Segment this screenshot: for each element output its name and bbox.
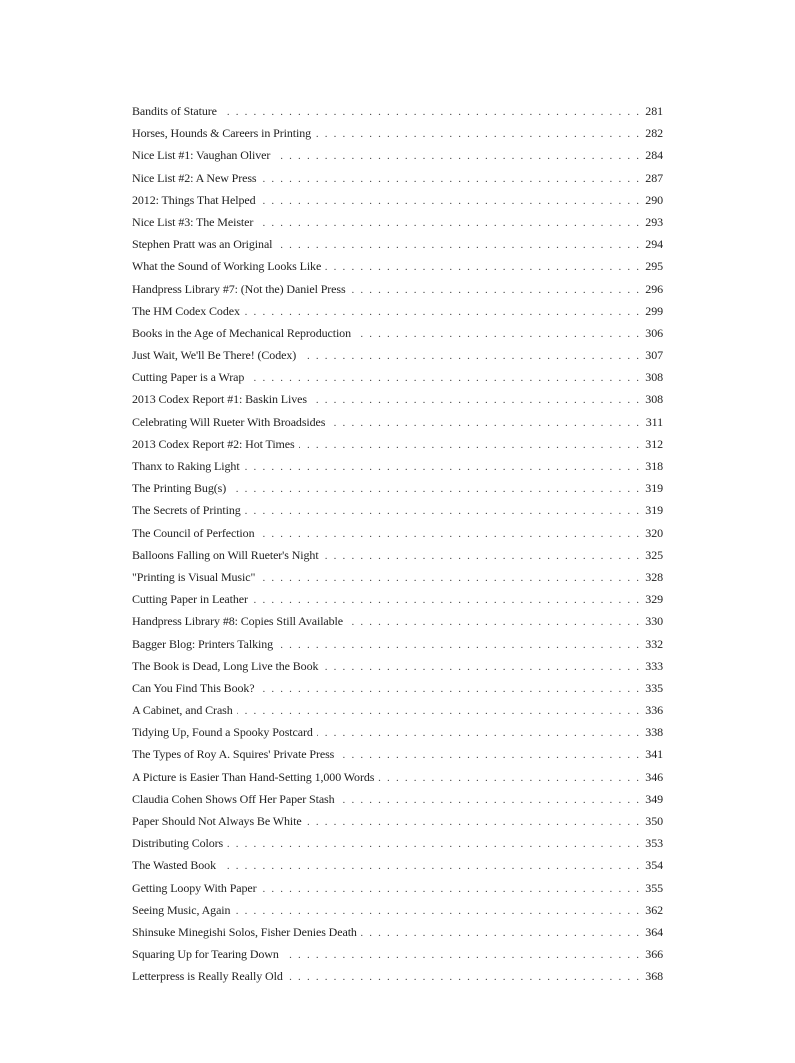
toc-entry	[132, 477, 663, 499]
toc-entry-title: Nice List #1: Vaughan Oliver	[132, 148, 271, 163]
toc-entry-title: Cutting Paper in Leather	[132, 592, 248, 607]
dot-leader	[248, 367, 639, 389]
toc-entry	[132, 699, 663, 721]
dot-leader	[276, 234, 639, 256]
toc-entry-title: Bagger Blog: Printers Talking	[132, 636, 274, 651]
toc-entry-title: The Types of Roy A. Squires' Private Press	[132, 747, 335, 762]
toc-entry-page-number: 319	[645, 481, 663, 496]
toc-entry-page-number: 307	[645, 348, 663, 363]
toc-entry	[132, 633, 663, 655]
dot-leader	[311, 389, 639, 411]
toc-entry-page-number: 368	[645, 969, 663, 984]
toc-entry-title: Can You Find This Book?	[132, 680, 255, 695]
dot-leader	[325, 256, 639, 278]
dot-leader	[230, 478, 639, 500]
toc-entry	[132, 899, 663, 921]
toc-entry-page-number: 346	[645, 769, 663, 784]
toc-entry-page-number: 366	[645, 947, 663, 962]
toc-entry-title: 2013 Codex Report #1: Baskin Lives	[132, 392, 307, 407]
dot-leader	[252, 589, 639, 611]
dot-leader	[323, 545, 639, 567]
toc-entry	[132, 655, 663, 677]
dot-leader	[274, 145, 639, 167]
dot-leader	[244, 301, 639, 323]
toc-entry-title: The Wasted Book	[132, 858, 216, 873]
toc-entry	[132, 300, 663, 322]
dot-leader	[259, 678, 639, 700]
toc-entry-page-number: 319	[645, 503, 663, 518]
dot-leader	[234, 900, 639, 922]
toc-entry	[132, 766, 663, 788]
toc-entry-title: Bandits of Stature	[132, 104, 217, 118]
dot-leader	[361, 922, 639, 944]
toc-entry-title: Paper Should Not Always Be White	[132, 814, 302, 828]
toc-entry-page-number: 293	[645, 214, 663, 229]
dot-leader	[317, 722, 639, 744]
toc-entry-title: Nice List #3: The Meister	[132, 214, 254, 229]
toc-entry-page-number: 328	[645, 569, 663, 584]
toc-entry-title: Squaring Up for Tearing Down	[132, 947, 279, 962]
dot-leader	[227, 833, 639, 855]
dot-leader	[220, 855, 639, 877]
toc-entry-title: Handpress Library #7: (Not the) Daniel Press	[132, 281, 346, 296]
toc-entry-page-number: 295	[645, 259, 663, 274]
toc-entry-page-number: 338	[645, 725, 663, 740]
toc-entry-title: The Secrets of Printing	[132, 503, 241, 518]
toc-entry-title: Getting Loopy With Paper	[132, 880, 257, 895]
toc-entry-page-number: 308	[645, 392, 663, 407]
toc-entry	[132, 854, 663, 876]
toc-entry-page-number: 335	[645, 680, 663, 695]
toc-entry	[132, 233, 663, 255]
toc-entry	[132, 144, 663, 166]
toc-entry	[132, 455, 663, 477]
dot-leader	[355, 323, 639, 345]
toc-entry-title: Seeing Music, Again	[132, 902, 231, 917]
toc-entry-title: Letterpress is Really Really Old	[132, 969, 283, 984]
toc-entry-title: A Picture is Easier Than Hand-Setting 1,000 Words	[132, 769, 375, 784]
toc-entry-title: Tidying Up, Found a Spooky Postcard	[132, 725, 313, 740]
toc-entry	[132, 344, 663, 366]
toc-entry-title: Distributing Colors	[132, 836, 224, 851]
toc-entry-title: The HM Codex Codex	[132, 303, 240, 318]
toc-entry	[132, 100, 663, 122]
toc-entry	[132, 965, 663, 987]
dot-leader	[322, 656, 639, 678]
toc-entry	[132, 366, 663, 388]
toc-entry-page-number: 349	[645, 791, 663, 806]
dot-leader	[259, 567, 639, 589]
toc-entry-page-number: 332	[645, 636, 663, 651]
toc-entry	[132, 411, 663, 433]
dot-leader	[259, 190, 639, 212]
toc-entry-page-number: 287	[645, 170, 663, 185]
toc-entry-title: Handpress Library #8: Copies Still Available	[132, 614, 344, 629]
dot-leader	[283, 944, 639, 966]
toc-entry-title: A Cabinet, and Crash	[132, 703, 233, 718]
dot-leader	[306, 811, 639, 833]
toc-entry-title: Horses, Hounds & Careers in Printing	[132, 126, 312, 141]
toc-entry	[132, 788, 663, 810]
toc-entry-page-number: 294	[645, 237, 663, 252]
toc-entry-page-number: 296	[645, 281, 663, 296]
toc-entry	[132, 943, 663, 965]
toc-entry-title: The Printing Bug(s)	[132, 481, 227, 496]
toc-entry-page-number: 353	[645, 836, 663, 851]
toc-entry	[132, 255, 663, 277]
dot-leader	[315, 123, 639, 145]
toc-entry-page-number: 290	[645, 192, 663, 207]
toc-entry-page-number: 306	[645, 325, 663, 340]
toc-entry	[132, 189, 663, 211]
toc-entry	[132, 122, 663, 144]
toc-entry-title: Just Wait, We'll Be There! (Codex)	[132, 348, 297, 363]
dot-leader	[258, 523, 639, 545]
toc-entry-page-number: 355	[645, 880, 663, 895]
toc-entry	[132, 211, 663, 233]
dot-leader	[300, 345, 639, 367]
toc-entry	[132, 388, 663, 410]
dot-leader	[329, 412, 639, 434]
toc-entry-title: Thanx to Raking Light	[132, 459, 240, 473]
toc-entry-page-number: 318	[645, 459, 663, 473]
toc-entry-title: Celebrating Will Rueter With Broadsides	[132, 414, 326, 429]
toc-entry-page-number: 282	[645, 126, 663, 141]
toc-entry-title: The Book is Dead, Long Live the Book	[132, 658, 319, 673]
dot-leader	[277, 634, 639, 656]
toc-entry-page-number: 362	[645, 902, 663, 917]
dot-leader	[245, 500, 639, 522]
dot-leader	[339, 789, 639, 811]
toc-entry-page-number: 284	[645, 148, 663, 163]
toc-entry	[132, 167, 663, 189]
toc-entry	[132, 433, 663, 455]
toc-entry	[132, 278, 663, 300]
toc-entry	[132, 721, 663, 743]
toc-entry	[132, 499, 663, 521]
toc-entry	[132, 322, 663, 344]
toc-entry-page-number: 330	[645, 614, 663, 629]
toc-entry-title: Books in the Age of Mechanical Reproduction	[132, 325, 351, 340]
toc-entry-page-number: 336	[645, 703, 663, 718]
dot-leader	[299, 434, 639, 456]
toc-entry	[132, 544, 663, 566]
toc-entry	[132, 522, 663, 544]
toc-entry	[132, 677, 663, 699]
toc-entry-page-number: 281	[645, 104, 663, 118]
toc-entry-page-number: 333	[645, 658, 663, 673]
toc-entry-page-number: 341	[645, 747, 663, 762]
dot-leader	[347, 611, 639, 633]
toc-entry-title: Stephen Pratt was an Original	[132, 237, 273, 252]
dot-leader	[237, 700, 639, 722]
dot-leader	[261, 878, 639, 900]
dot-leader	[378, 767, 639, 789]
dot-leader	[338, 744, 639, 766]
toc-entry-title: Shinsuke Minegishi Solos, Fisher Denies Death	[132, 924, 357, 939]
toc-entry-title: The Council of Perfection	[132, 525, 255, 540]
dot-leader	[257, 212, 639, 234]
dot-leader	[261, 168, 640, 190]
toc-entry-page-number: 354	[645, 858, 663, 873]
toc-entry	[132, 743, 663, 765]
dot-leader	[244, 456, 639, 478]
toc-entry-page-number: 308	[645, 370, 663, 385]
toc-entry-page-number: 312	[645, 436, 663, 451]
toc-entry-title: 2012: Things That Helped	[132, 192, 256, 207]
toc-entry-page-number: 350	[645, 814, 663, 828]
toc-entry	[132, 610, 663, 632]
toc-entry	[132, 877, 663, 899]
toc-entry	[132, 588, 663, 610]
toc-entry	[132, 832, 663, 854]
toc-entry-title: Claudia Cohen Shows Off Her Paper Stash	[132, 791, 335, 806]
toc-entry-title: "Printing is Visual Music"	[132, 569, 256, 584]
toc-entry-page-number: 325	[645, 547, 663, 562]
toc-entry-title: What the Sound of Working Looks Like	[132, 259, 322, 274]
toc-entry-title: Balloons Falling on Will Rueter's Night	[132, 547, 319, 562]
toc-entry-title: 2013 Codex Report #2: Hot Times	[132, 436, 295, 451]
toc-entry	[132, 810, 663, 832]
toc-entry-page-number: 320	[645, 525, 663, 540]
toc-entry-page-number: 364	[645, 924, 663, 939]
dot-leader	[221, 101, 639, 123]
toc-entry	[132, 921, 663, 943]
toc-entry-page-number: 311	[645, 414, 663, 429]
dot-leader	[287, 966, 639, 988]
toc-entry	[132, 566, 663, 588]
toc-entry-page-number: 329	[645, 592, 663, 607]
toc-entry-title: Nice List #2: A New Press	[132, 170, 257, 185]
toc-entry-page-number: 299	[645, 303, 663, 318]
table-of-contents	[132, 100, 663, 988]
dot-leader	[350, 279, 639, 301]
toc-entry-title: Cutting Paper is a Wrap	[132, 370, 245, 385]
